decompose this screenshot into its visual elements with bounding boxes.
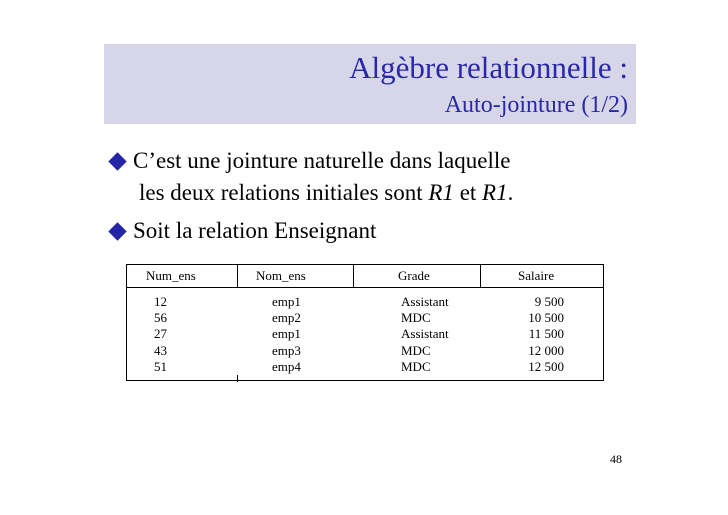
- cell-salaire: 11 500: [528, 326, 564, 341]
- bullet-1-line2-prefix: les deux relations initiales sont: [139, 180, 429, 205]
- column-divider: [480, 265, 481, 287]
- cell-grade: Assistant: [401, 326, 449, 341]
- cell-salaire: 9 500: [534, 294, 564, 309]
- relation-r1-a: R1: [428, 180, 454, 205]
- cell-num-ens: 27: [154, 326, 167, 341]
- title-band: [104, 44, 636, 124]
- cell-nom-ens: emp1: [272, 294, 301, 309]
- bullet-2-line1: Soit la relation Enseignant: [133, 218, 377, 243]
- cell-num-ens: 12: [154, 294, 167, 309]
- cell-nom-ens: emp4: [272, 359, 301, 374]
- bullet-1-line2-suffix: .: [507, 180, 514, 205]
- cell-grade: MDC: [401, 359, 431, 374]
- cell-salaire: 12 500: [528, 359, 564, 374]
- diamond-bullet-icon: [108, 222, 126, 240]
- cell-salaire: 10 500: [528, 310, 564, 325]
- cell-grade: MDC: [401, 343, 431, 358]
- bullet-1-line2-mid: et: [453, 180, 483, 205]
- header-salaire: Salaire: [518, 268, 555, 283]
- cell-num-ens: 51: [154, 359, 167, 374]
- cell-grade: Assistant: [401, 294, 449, 309]
- bullet-2: [107, 216, 376, 246]
- slide-subtitle: Auto-jointure (1/2): [444, 92, 628, 118]
- page-number: 48: [610, 452, 622, 466]
- header-grade: Grade: [398, 268, 430, 283]
- column-divider: [237, 375, 238, 382]
- cell-num-ens: 43: [154, 343, 167, 358]
- header-nom-ens: Nom_ens: [256, 268, 306, 283]
- cell-nom-ens: emp2: [272, 310, 301, 325]
- column-divider: [237, 265, 238, 287]
- bullet-1: [107, 146, 510, 176]
- bullet-1-line2: [139, 178, 513, 208]
- cell-salaire: 12 000: [528, 343, 564, 358]
- cell-nom-ens: emp1: [272, 326, 301, 341]
- relation-r1-b: R1: [482, 180, 508, 205]
- table-header-divider: [127, 287, 603, 288]
- cell-nom-ens: emp3: [272, 343, 301, 358]
- diamond-bullet-icon: [108, 152, 126, 170]
- cell-grade: MDC: [401, 310, 431, 325]
- bullet-1-line1: C’est une jointure naturelle dans laquelle: [133, 148, 511, 173]
- cell-num-ens: 56: [154, 310, 167, 325]
- header-num-ens: Num_ens: [146, 268, 196, 283]
- slide-title: Algèbre relationnelle :: [349, 50, 628, 85]
- enseignant-table: [126, 264, 604, 381]
- column-divider: [353, 265, 354, 287]
